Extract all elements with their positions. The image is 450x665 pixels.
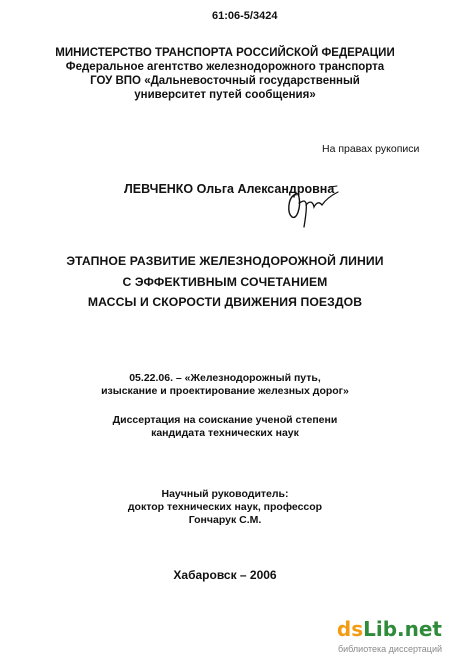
handwritten-signature [284, 183, 340, 233]
title-line: МАССЫ И СКОРОСТИ ДВИЖЕНИЯ ПОЕЗДОВ [87, 295, 363, 309]
author-name: ЛЕВЧЕНКО Ольга Александровна [124, 182, 335, 196]
specialty-block [0, 372, 450, 398]
city-year: Хабаровск – 2006 [173, 568, 277, 582]
advisor-degree: доктор технических наук, профессор [127, 501, 323, 513]
watermark-subtitle: библиотека диссертаций [337, 644, 442, 654]
advisor-label: Научный руководитель: [161, 488, 289, 500]
document-code: 61:06-5/3424 [212, 10, 278, 22]
manuscript-rights-note: На правах рукописи [322, 143, 420, 155]
title-line: ЭТАПНОЕ РАЗВИТИЕ ЖЕЛЕЗНОДОРОЖНОЙ ЛИНИИ [66, 254, 384, 268]
degree-line: кандидата технических наук [151, 427, 299, 439]
title-line: С ЭФФЕКТИВНЫМ СОЧЕТАНИЕМ [122, 274, 328, 289]
dslib-watermark [320, 617, 446, 659]
university-line-2: университет путей сообщения» [134, 89, 316, 101]
ministry-line: МИНИСТЕРСТВО ТРАНСПОРТА РОССИЙСКОЙ ФЕДЕРАЦИИ [55, 47, 395, 59]
specialty-line: изыскание и проектирование железных дорог» [101, 385, 349, 397]
degree-line: Диссертация на соискание ученой степени [112, 414, 338, 426]
agency-line: Федеральное агентство железнодорожного транспорта [65, 61, 385, 73]
logo-suffix: Lib.net [363, 617, 442, 641]
ministry-header [0, 46, 450, 102]
dslib-logo [337, 617, 442, 641]
dissertation-title [0, 251, 450, 313]
advisor-name: Гончарук С.М. [188, 514, 262, 526]
university-line: ГОУ ВПО «Дальневосточный государственный [90, 75, 360, 87]
specialty-line: 05.22.06. – «Железнодорожный путь, [129, 372, 321, 384]
logo-prefix: ds [336, 617, 364, 641]
advisor-block [0, 488, 450, 527]
degree-block [0, 414, 450, 440]
